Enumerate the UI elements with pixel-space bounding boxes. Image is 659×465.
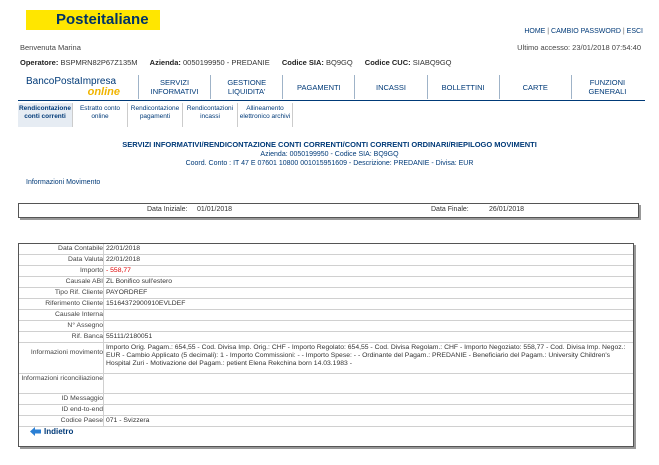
subnav-rendicontazioni-incassi[interactable]: Rendicontazioni incassi [183, 103, 238, 127]
detail-value: 55111/2180051 [106, 333, 153, 340]
detail-label: Codice Paese [60, 417, 103, 424]
home-link[interactable]: HOME [524, 28, 546, 35]
sia-value: BQ9GQ [326, 58, 353, 67]
detail-label: Informazioni movimento [30, 349, 103, 356]
end-date-value: 26/01/2018 [489, 206, 525, 213]
nav-funzioni-generali[interactable]: FUNZIONI GENERALI [571, 75, 643, 99]
detail-value: 22/01/2018 [106, 245, 141, 252]
back-button[interactable] [30, 427, 73, 436]
sia-label: Codice SIA: [281, 58, 324, 67]
subnav-allineamento-archivi[interactable]: Allineamento elettronico archivi [238, 103, 293, 127]
detail-label: Informazioni riconciliazione [21, 375, 103, 382]
date-range-box [18, 203, 639, 218]
nav-servizi-informativi[interactable]: SERVIZI INFORMATIVI [138, 75, 210, 99]
detail-label: Causale ABI [65, 278, 103, 285]
operator-info-row [20, 58, 452, 67]
operatore-label: Operatore: [20, 58, 59, 67]
change-password-link[interactable]: CAMBIO PASSWORD [551, 28, 621, 35]
detail-row [19, 299, 633, 310]
start-date-label: Data Iniziale: [147, 206, 188, 213]
detail-row [19, 288, 633, 299]
detail-label: Data Valuta [67, 256, 103, 263]
detail-value: 22/01/2018 [106, 256, 141, 263]
detail-label: Riferimento Cliente [45, 300, 103, 307]
nav-gestione-liquidita[interactable]: GESTIONE LIQUIDITA' [210, 75, 282, 99]
detail-label: ID Messaggio [61, 395, 103, 402]
detail-row [19, 374, 633, 394]
cuc-label: Codice CUC: [364, 58, 411, 67]
detail-value: ZL Bonifico sull'estero [106, 278, 173, 285]
detail-label: N° Assegno [67, 322, 103, 329]
sub-nav [18, 103, 293, 127]
nav-bollettini[interactable]: BOLLETTINI [427, 75, 499, 99]
online-logo-text: online [87, 86, 120, 98]
detail-label: Causale Interna [55, 311, 103, 318]
bancoposta-logo-text: BancoPostaImpresa [26, 76, 117, 87]
nav-carte[interactable]: CARTE [499, 75, 571, 99]
detail-label: Importo [79, 267, 103, 274]
bancoposta-logo [26, 76, 138, 98]
page-title: SERVIZI INFORMATIVI/RENDICONTAZIONE CONTI CORRENTI/CONTI CORRENTI ORDINARI/RIEPILOGO MOVIMENTI [122, 140, 537, 149]
detail-row [19, 321, 633, 332]
subnav-estratto-conto[interactable]: Estratto conto online [73, 103, 128, 127]
detail-row [19, 244, 633, 255]
detail-label: Data Contabile [58, 245, 103, 252]
detail-row [19, 255, 633, 266]
movement-details-table [18, 243, 634, 447]
subnav-rendicontazione-conti[interactable]: Rendicontazione conti correnti [18, 103, 73, 127]
azienda-value: 0050199950 - PREDANIE [183, 58, 270, 67]
detail-label: Tipo Rif. Cliente [54, 289, 103, 296]
section-heading: Informazioni Movimento [26, 179, 101, 186]
amount-value: - 558,77 [106, 267, 131, 274]
detail-value: 15164372900910EVLDEF [106, 300, 186, 307]
detail-row [19, 394, 633, 405]
end-date-label: Data Finale: [431, 206, 469, 213]
top-links: HOME | CAMBIO PASSWORD | ESCI [524, 28, 643, 35]
arrow-left-icon [30, 427, 41, 436]
movement-info-value: Importo Orig. Pagam.: 654,55 - Cod. Divisa Imp. Orig.: CHF - Importo Regolato: 654,55 - Cod. Divisa Regolam.: CHF - Importo Negoziato: 558,77 - Cod. Divisa Imp. Negoz.: EUR - Cambio Applicato (5 decimali): 1 - Importo Commissioni: - - Importo Spese: - - Ordinante del Pagam.: PREDANIE - Beneficiario del Pagam.: University Children's Hospital Zuri - Motivazione del Pagam.: petient Elena Rekchina born 14.03.1983 - [106, 344, 626, 367]
logout-link[interactable]: ESCI [626, 28, 643, 35]
nav-pagamenti[interactable]: PAGAMENTI [282, 75, 354, 99]
nav-divider [18, 100, 645, 101]
detail-value: 071 - Svizzera [106, 417, 150, 424]
operatore-value: BSPMRN82P67Z135M [60, 58, 138, 67]
last-access: Ultimo accesso: 23/01/2018 07:54:40 [517, 43, 641, 52]
back-label: Indietro [44, 427, 74, 436]
page-subtitle-conto: Coord. Conto : IT 47 E 07601 10800 001015951609 - Descrizione: PREDANIE - Divisa: EUR [185, 160, 474, 167]
welcome-text: Benvenuta Marina [20, 43, 81, 52]
detail-row [19, 266, 633, 277]
detail-row [19, 310, 633, 321]
cuc-value: SIABQ9GQ [412, 58, 452, 67]
subnav-rendicontazione-pagamenti[interactable]: Rendicontazione pagamenti [128, 103, 183, 127]
page-subtitle-azienda: Azienda: 0050199950 - Codice SIA: BQ9GQ [260, 151, 399, 158]
posteitaliane-logo: Posteitaliane [26, 10, 160, 30]
detail-value: PAYORDREF [106, 289, 148, 296]
nav-incassi[interactable]: INCASSI [354, 75, 426, 99]
detail-row [19, 416, 633, 427]
detail-label: Rif. Banca [71, 333, 103, 340]
detail-label: ID end-to-end [61, 406, 103, 413]
detail-row [19, 277, 633, 288]
azienda-label: Azienda: [149, 58, 181, 67]
main-nav [138, 75, 643, 99]
detail-row [19, 343, 633, 374]
detail-row [19, 332, 633, 343]
detail-row [19, 405, 633, 416]
start-date-value: 01/01/2018 [197, 206, 233, 213]
